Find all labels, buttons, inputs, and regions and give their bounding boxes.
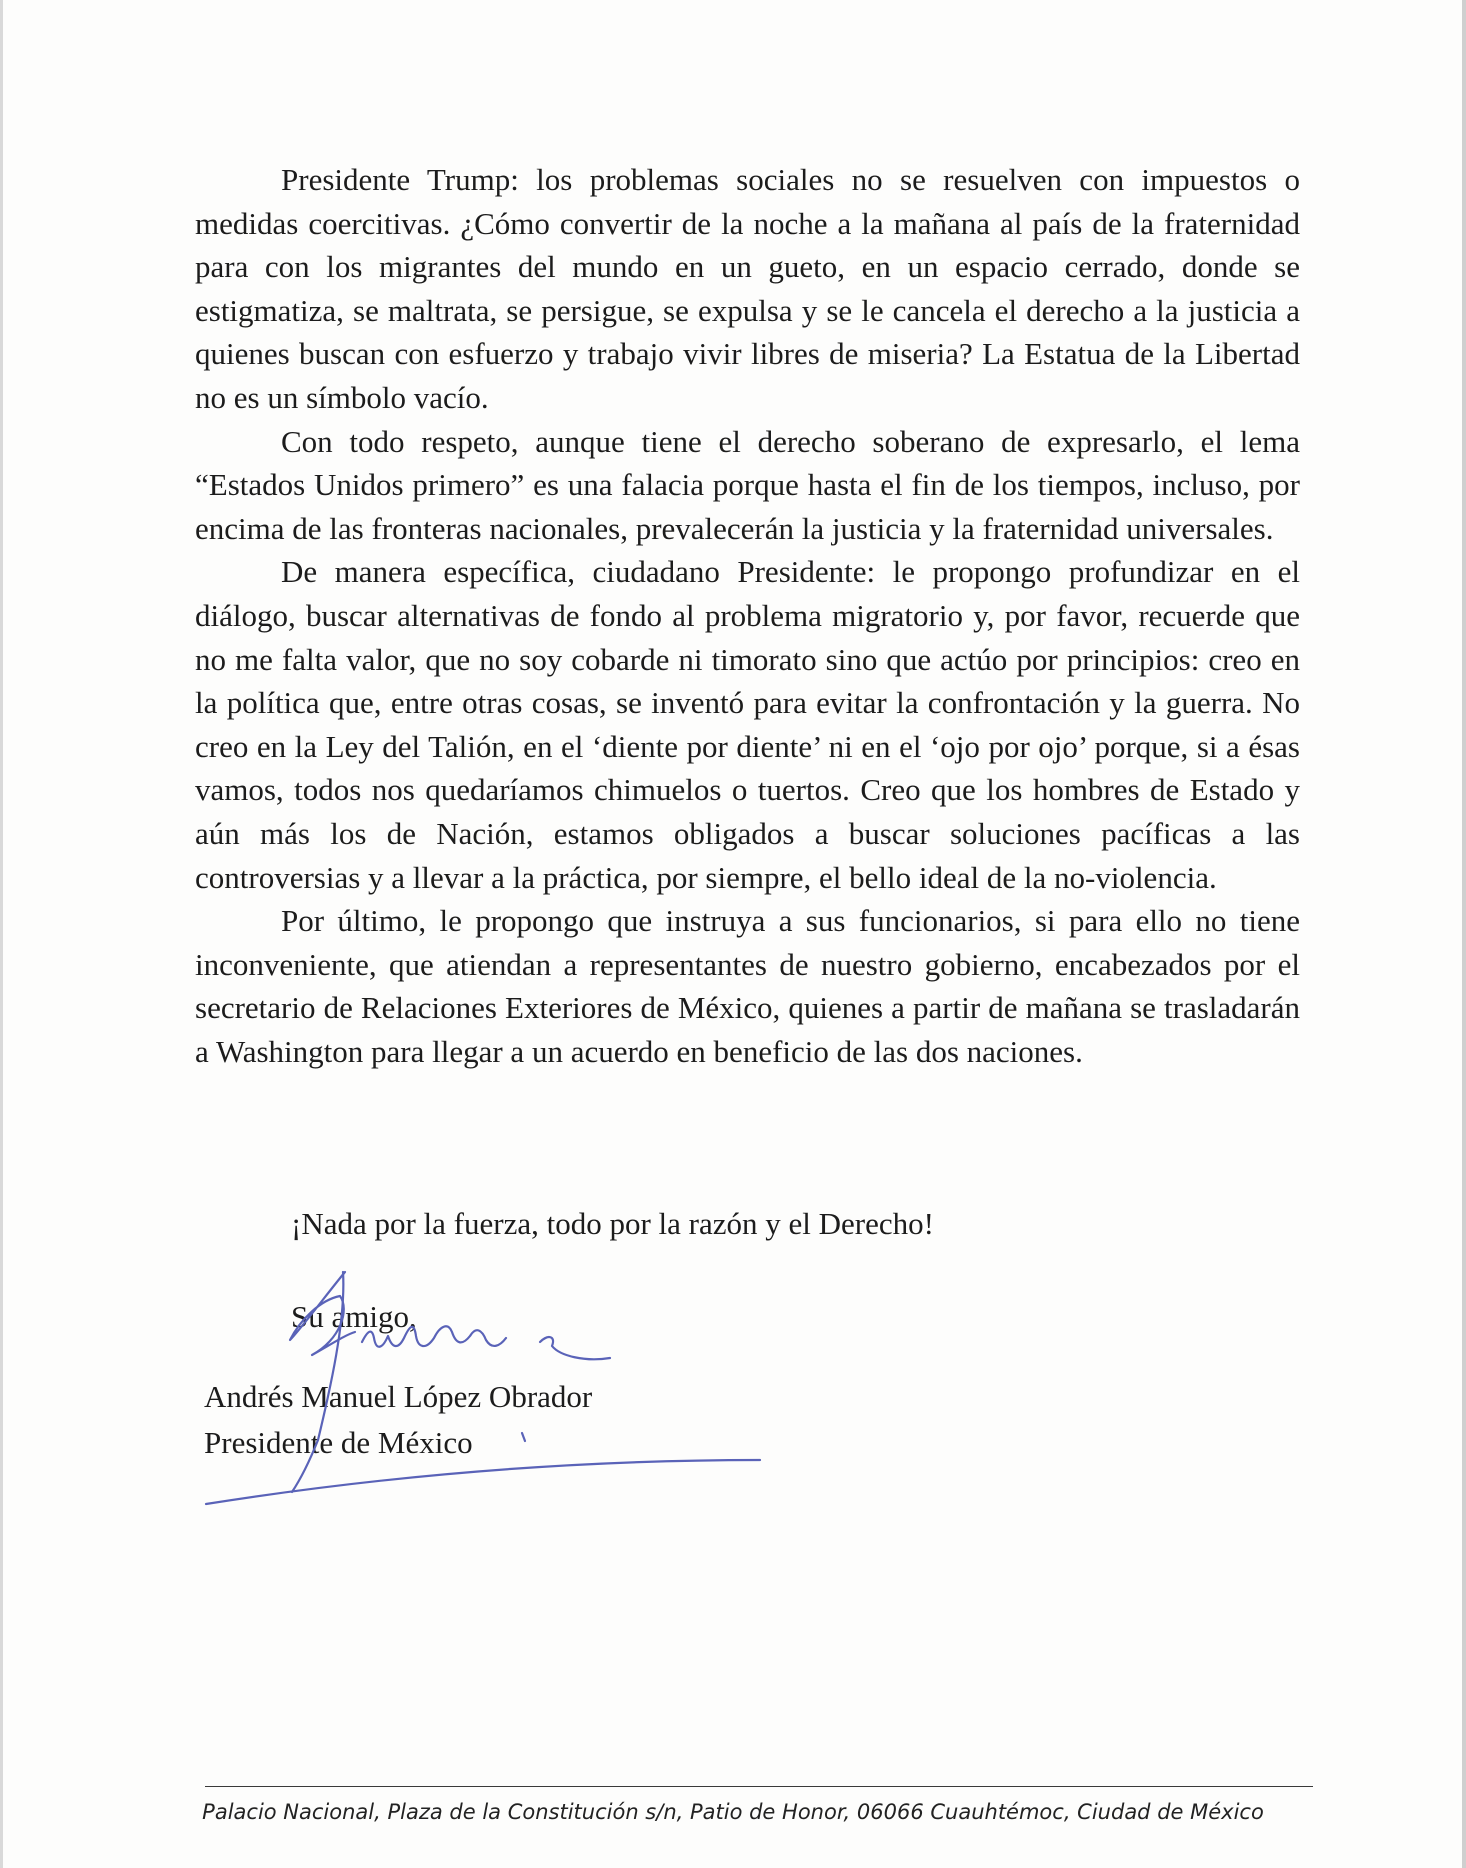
signature-stroke [206,1460,760,1504]
footer-rule [205,1786,1313,1787]
signature-stroke [522,1433,525,1441]
signer-name: Andrés Manuel López Obrador [204,1379,593,1414]
scan-edge-left [0,0,3,1868]
paragraph-1: Presidente Trump: los problemas sociales no se resuelven con impuestos o medidas coercitivas. ¿Cómo convertir de la noche a la mañana al país de la fraternidad para con los migrantes del mundo en un gueto, en un espacio cerrado, donde se estigmatiza, se maltrata, se persigue, se expulsa y se le cancela el derecho a la justicia a quienes buscan con esfuerzo y trabajo vivir libres de miseria? La Estatua de la Libertad no es un símbolo vacío. [195,162,1300,415]
signer-title: Presidente de México [204,1425,473,1460]
scan-edge-right [1462,0,1466,1868]
signature-stroke [540,1337,610,1359]
paragraph-3: De manera específica, ciudadano Presidente: le propongo profundizar en el diálogo, buscar alternativas de fondo al problema migratorio y, por favor, recuerde que no me falta valor, que no soy cobarde ni timorato sino que actúo por principios: creo en la política que, entre otras cosas, se inventó para evitar la confrontación y la guerra. No creo en la Ley del Talión, en el ‘diente por diente’ ni en el ‘ojo por ojo’ porque, si a ésas vamos, todos nos quedaríamos chimuelos o tuertos. Creo que los hombres de Estado y aún más los de Nación, estamos obligados a buscar soluciones pacíficas a las controversias y a llevar a la práctica, por siempre, el bello ideal de la no-violencia. [195,554,1300,895]
salutation: Su amigo, [291,1299,417,1334]
paragraph-4: Por último, le propongo que instruya a sus funcionarios, si para ello no tiene inconveniente, que atiendan a representantes de nuestro gobierno, encabezados por el secretario de Relaciones Exteriores de México, quienes a partir de mañana se trasladarán a Washington para llegar a un acuerdo en beneficio de las dos naciones. [195,903,1300,1069]
paragraph-2: Con todo respeto, aunque tiene el derecho soberano de expresarlo, el lema “Estados Unidos primero” es una falacia porque hasta el fin de los tiempos, incluso, por encima de las fronteras nacionales, prevalecerán la justicia y la fraternidad universales. [195,423,1300,546]
closing-line: ¡Nada por la fuerza, todo por la razón y el Derecho! [291,1206,934,1241]
letter-body [195,158,1300,1073]
footer-address: Palacio Nacional, Plaza de la Constitución s/n, Patio de Honor, 06066 Cuauhtémoc, Ciudad de México [202,1800,1264,1824]
